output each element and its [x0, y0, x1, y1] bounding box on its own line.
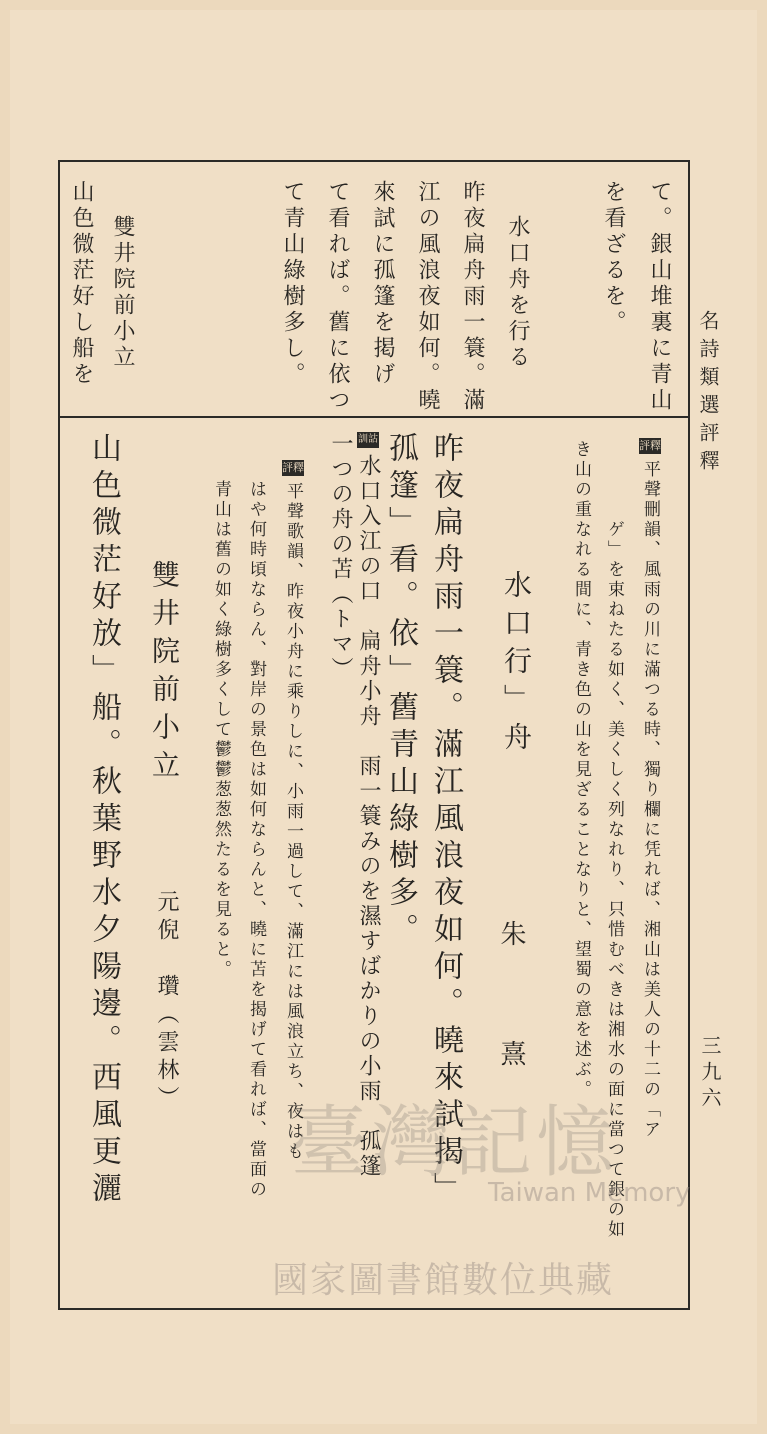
top-col-4: 昨夜扁舟雨一簑。滿 [460, 180, 485, 414]
commentary2-col-1 [282, 460, 304, 1162]
commentary2-col-2: はや何時頃ならん、對岸の景色は如何ならんと、曉に苫を揭げて看れば、當面の [246, 480, 266, 1200]
top-col-7: て看れば。舊に依つ [325, 180, 350, 414]
watermark-library: 國家圖書館數位典藏 [272, 1260, 615, 1301]
top-col-10: 山色微茫好し船を [69, 180, 94, 388]
book-title: 名詩類選評釋 [696, 310, 720, 478]
watermark-english: Taiwan Memory [488, 1178, 691, 1208]
poem2-title: 雙井院前小立 [148, 560, 181, 788]
commentary1-col-2: ゲ」を束ねたる如く、美くしく列なれり、只惜むべきは湘水の面に當つて銀の如 [604, 520, 624, 1240]
poem2-author: 元倪 瓚（雲林） [154, 890, 179, 1114]
top-col-5: 江の風浪夜如何。曉 [415, 180, 440, 414]
section-divider [58, 416, 690, 418]
gloss-col [326, 432, 382, 1192]
gloss-tag: 訓詁 [357, 432, 379, 448]
commentary2-col-3: 青山は舊の如く綠樹多くして鬱鬱葱葱然たるを見ると。 [211, 480, 231, 980]
top-col-3: 水口舟を行る [505, 215, 530, 371]
commentary1-col-1 [639, 438, 661, 1140]
commentary1-tag: 評釋 [639, 439, 661, 452]
poem1-line-1: 昨夜扁舟雨一簑。滿江風浪夜如何。曉來試揭」 [428, 432, 463, 1209]
top-col-2: を看ざるを。 [601, 180, 626, 336]
top-col-9: 雙井院前小立 [110, 215, 135, 371]
poem1-author: 朱 熹 [496, 920, 526, 1100]
commentary1-col-3: き山の重なれる間に、青き色の山を見ざることなりと、望蜀の意を述ぶ。 [571, 440, 591, 1100]
commentary2-tag: 評釋 [282, 461, 304, 474]
commentary1-text-1: 平聲刪韻、風雨の川に滿つる時、獨り欄に凭れば、湘山は美人の十二の「ア [640, 460, 660, 1140]
watermark-main: 臺灣記憶 [290, 1098, 619, 1188]
top-col-1: て。銀山堆裏に青山 [647, 180, 672, 414]
poem1-line-2: 孤篷」看。依」舊青山綠樹多。 [383, 432, 418, 950]
top-col-8: て青山綠樹多し。 [280, 180, 305, 388]
gloss-text: 水口入江の口 扁舟小舟 雨一簑みのを濕すばかりの小雨 孤篷一つの舟の苫（トマ） [328, 432, 381, 1179]
top-col-6: 來試に孤篷を掲げ [370, 180, 395, 388]
page-number: 三九六 [698, 1035, 722, 1113]
poem1-title: 水口行」舟 [500, 570, 533, 760]
commentary2-text-1: 平聲歌韻、昨夜小舟に乘りしに、小雨一過して、滿江には風浪立ち、夜はも [283, 482, 303, 1162]
poem2-line-1: 山色微茫好放」船。秋葉野水夕陽邊。西風更灑 [86, 432, 121, 1209]
